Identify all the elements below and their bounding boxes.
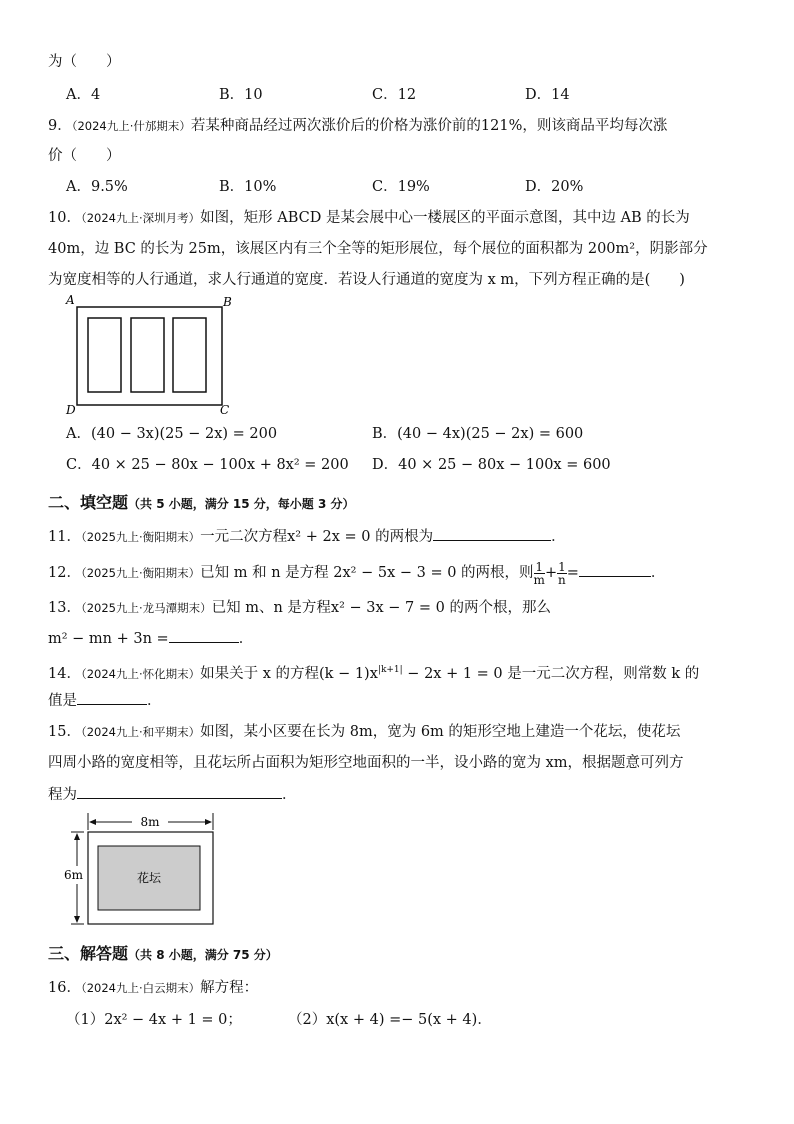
q15-end: ． xyxy=(282,787,297,803)
q13-number: 13． xyxy=(48,600,81,616)
q10-label-a: A xyxy=(66,293,75,307)
q8-option-b: B．10 xyxy=(219,87,263,103)
q10-option-d: D．40 × 25 − 80x − 100x = 600 xyxy=(372,457,611,473)
q13-text1: 已知 m、n 是方程x² − 3x − 7 = 0 的两个根，那么 xyxy=(211,600,551,616)
q12-text: 已知 m 和 n 是方程 2x² − 5x − 3 = 0 的两根，则 xyxy=(200,565,534,581)
q10-option-a: A．(40 − 3x)(25 − 2x) = 200 xyxy=(66,426,278,442)
q11-number: 11． xyxy=(48,529,81,545)
q9-option-c: C．19% xyxy=(372,179,430,195)
q11-end: ． xyxy=(551,529,566,545)
q14-answer-blank xyxy=(77,690,147,705)
q10-label-b: B xyxy=(223,295,232,309)
q11-source: （2025九上·衡阳期末） xyxy=(80,530,201,544)
q14-line2 xyxy=(48,690,162,711)
q12-fraction-1 xyxy=(534,561,545,586)
q10-option-c: C．40 × 25 − 80x − 100x + 8x² = 200 xyxy=(66,457,349,473)
q14-end: ． xyxy=(147,693,162,709)
q15-text2: 四周小路的宽度相等，且花坛所占面积为矩形空地面积的一半，设小路的宽为 xm，根据题意可列方 xyxy=(48,755,684,771)
q9-text1: 若某种商品经过两次涨价后的价格为涨价前的121%，则该商品平均每次涨 xyxy=(190,118,668,134)
q9-text2: 价（ ） xyxy=(48,148,121,164)
q9-option-b: B．10% xyxy=(219,179,277,195)
q10-figure xyxy=(60,292,240,417)
q9-number: 9． xyxy=(48,118,72,134)
q15-answer-blank xyxy=(77,784,282,799)
q13-text2: m² − mn + 3n = xyxy=(48,631,169,647)
q16-part-1: （1）2x² − 4x + 1 = 0； xyxy=(66,1012,242,1028)
q16-source: （2024九上·白云期末） xyxy=(80,981,201,995)
q15-line3 xyxy=(48,784,297,805)
q14-text1a: 如果关于 x 的方程(k − 1)x xyxy=(200,665,378,682)
q16-number: 16． xyxy=(48,980,81,996)
q13-answer-blank xyxy=(169,628,239,643)
q12-f1-den: m xyxy=(533,572,545,587)
q8-option-c: C．12 xyxy=(372,87,417,103)
q12-f1-num: 1 xyxy=(535,559,544,574)
q15-height-label: 6m xyxy=(64,868,84,882)
q10-label-d: D xyxy=(66,403,76,417)
q10-stem xyxy=(48,208,690,228)
q10-source: （2024九上·深圳月考） xyxy=(80,211,201,225)
q10-text2: 40m，边 BC 的长为 25m，该展区内有三个全等的矩形展位，每个展位的面积都为 200m²，阴影部分 xyxy=(48,241,708,257)
q15-stem xyxy=(48,722,680,742)
q12 xyxy=(48,560,665,586)
section-2-title: 二、填空题 xyxy=(48,493,129,512)
q11-answer-blank xyxy=(433,526,551,541)
q10-number: 10． xyxy=(48,210,81,226)
q15-text3: 程为 xyxy=(48,787,77,803)
q8-option-d: D．14 xyxy=(525,87,570,103)
q9-option-a: A．9.5% xyxy=(66,179,128,195)
q8-option-a: A．4 xyxy=(66,87,101,103)
q12-eq: = xyxy=(566,565,579,581)
section-2-heading xyxy=(48,490,354,513)
q15-bed-label: 花坛 xyxy=(136,871,162,885)
q14 xyxy=(48,660,699,684)
q9-option-d: D．20% xyxy=(525,179,584,195)
q13-end: ． xyxy=(238,631,254,647)
q15-width-label: 8m xyxy=(140,815,160,829)
q13-source: （2025九上·龙马潭期末） xyxy=(80,601,212,615)
q10-text3: 为宽度相等的人行通道，求人行通道的宽度．若设人行通道的宽度为 x m，下列方程正确的是( ) xyxy=(48,272,685,288)
q9-stem xyxy=(48,116,667,136)
q15-number: 15． xyxy=(48,724,81,740)
q14-source: （2024九上·怀化期末） xyxy=(80,666,201,681)
q15-source: （2024九上·和平期末） xyxy=(80,725,201,739)
q10-label-c: C xyxy=(220,403,230,417)
q12-answer-blank xyxy=(579,562,651,577)
q10-text1: 如图，矩形 ABCD 是某会展中心一楼展区的平面示意图，其中边 AB 的长为 xyxy=(200,210,690,226)
q11 xyxy=(48,526,566,547)
q8-tail: 为（ ） xyxy=(48,54,121,70)
q11-text: 一元二次方程x² + 2x = 0 的两根为 xyxy=(200,529,434,545)
q13 xyxy=(48,598,551,618)
q12-end: ． xyxy=(650,565,666,581)
q12-source: （2025九上·衡阳期末） xyxy=(80,566,201,580)
section-3-sub: （共 8 小题，满分 75 分） xyxy=(128,948,278,962)
q12-number: 12． xyxy=(48,565,81,581)
q14-exponent: |k+1| xyxy=(377,665,403,675)
q12-fraction-2 xyxy=(557,561,567,586)
q15-text1: 如图，某小区要在长为 8m，宽为 6m 的矩形空地上建造一个花坛，使花坛 xyxy=(200,724,681,740)
q12-f2-den: n xyxy=(558,572,566,587)
q14-number: 14． xyxy=(48,665,81,682)
q14-text2: 值是 xyxy=(48,693,77,709)
q10-option-b: B．(40 − 4x)(25 − 2x) = 600 xyxy=(372,426,584,442)
q12-plus: + xyxy=(544,565,558,581)
q9-source: （2024九上·什邡期末） xyxy=(71,119,191,133)
q15-figure xyxy=(60,810,230,928)
section-3-heading xyxy=(48,941,278,964)
q16-text: 解方程： xyxy=(200,980,259,996)
q16-part-2: （2）x(x + 4) =− 5(x + 4)． xyxy=(288,1012,492,1028)
q14-text1b: − 2x + 1 = 0 是一元二次方程，则常数 k 的 xyxy=(402,665,700,682)
q16 xyxy=(48,978,258,998)
q12-f2-num: 1 xyxy=(558,559,566,574)
section-2-sub: （共 5 小题，满分 15 分，每小题 3 分） xyxy=(128,497,355,511)
section-3-title: 三、解答题 xyxy=(48,944,129,963)
q13-line2 xyxy=(48,628,253,649)
